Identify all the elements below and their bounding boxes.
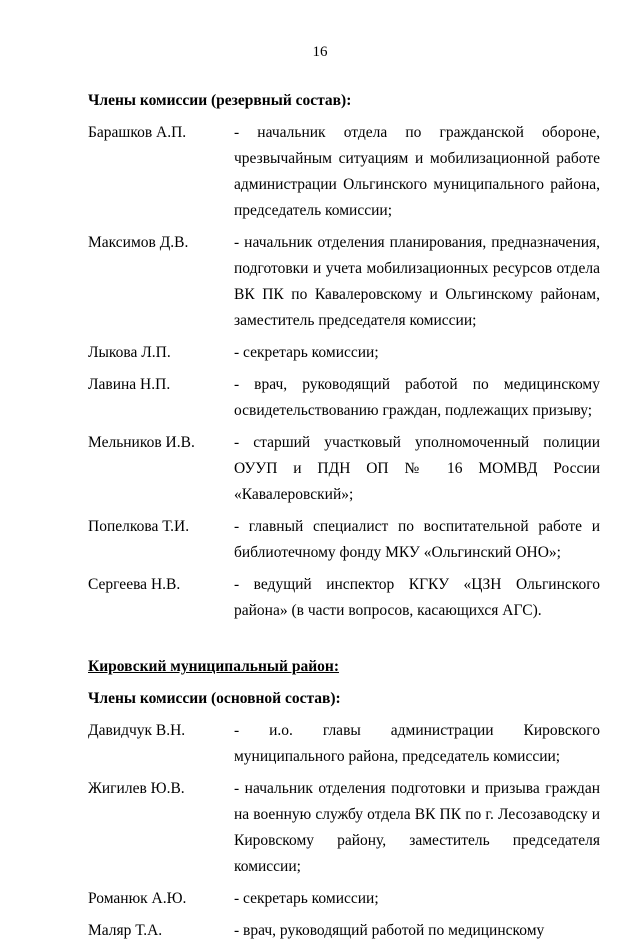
member-row	[88, 918, 600, 944]
document-content	[88, 88, 600, 944]
member-role: - начальник отделения подготовки и призыва граждан на военную службу отдела ВК ПК по г. Лесозаводску и Кировскому району, заместитель председателя комиссии;	[234, 780, 600, 875]
member-role: - старший участковый уполномоченный полиции ОУУП и ПДН ОП № 16 МОМВД России «Кавалеровский»;	[234, 434, 600, 503]
member-name: Лавина Н.П.	[88, 376, 171, 393]
member-name: Лыкова Л.П.	[88, 344, 171, 361]
member-name: Максимов Д.В.	[88, 234, 189, 251]
member-name: Попелкова Т.И.	[88, 518, 190, 535]
member-row	[88, 230, 600, 334]
member-row	[88, 120, 600, 224]
member-name: Сергеева Н.В.	[88, 576, 181, 593]
member-name: Барашков А.П.	[88, 124, 187, 141]
page-number: 16	[312, 44, 328, 60]
member-row	[88, 718, 600, 770]
reserve-heading: Члены комиссии (резервный состав):	[88, 92, 352, 109]
member-row	[88, 886, 600, 912]
member-role: - врач, руководящий работой по медицинскому освидетельствованию граждан, подлежащих призыву;	[234, 376, 600, 419]
member-row	[88, 514, 600, 566]
member-role: - главный специалист по воспитательной работе и библиотечному фонду МКУ «Ольгинский ОНО»;	[234, 518, 600, 561]
member-role: - и.о. главы администрации Кировского муниципального района, председатель комиссии;	[234, 722, 600, 765]
member-name: Давидчук В.Н.	[88, 722, 186, 739]
member-name: Романюк А.Ю.	[88, 890, 187, 907]
member-row	[88, 340, 600, 366]
main-heading: Члены комиссии (основной состав):	[88, 690, 341, 707]
member-role: - начальник отделения планирования, предназначения, подготовки и учета мобилизационных ресурсов отдела ВК ПК по Кавалеровскому и Ольгинскому районам, заместитель председателя комиссии;	[234, 234, 600, 329]
member-row	[88, 776, 600, 880]
member-name: Мельников И.В.	[88, 434, 195, 451]
member-row	[88, 430, 600, 508]
member-role: - ведущий инспектор КГКУ «ЦЗН Ольгинского района» (в части вопросов, касающихся АГС).	[234, 576, 600, 619]
member-role: - секретарь комиссии;	[234, 344, 379, 361]
member-role: - начальник отдела по гражданской обороне, чрезвычайным ситуациям и мобилизационной работе администрации Ольгинского муниципального района, председатель комиссии;	[234, 124, 600, 219]
member-role: - секретарь комиссии;	[234, 890, 379, 907]
member-name: Маляр Т.А.	[88, 922, 163, 939]
member-row	[88, 372, 600, 424]
member-row	[88, 572, 600, 624]
district-title: Кировский муниципальный район:	[88, 658, 339, 675]
member-role: - врач, руководящий работой по медицинскому	[234, 922, 545, 939]
member-name: Жигилев Ю.В.	[88, 780, 185, 797]
